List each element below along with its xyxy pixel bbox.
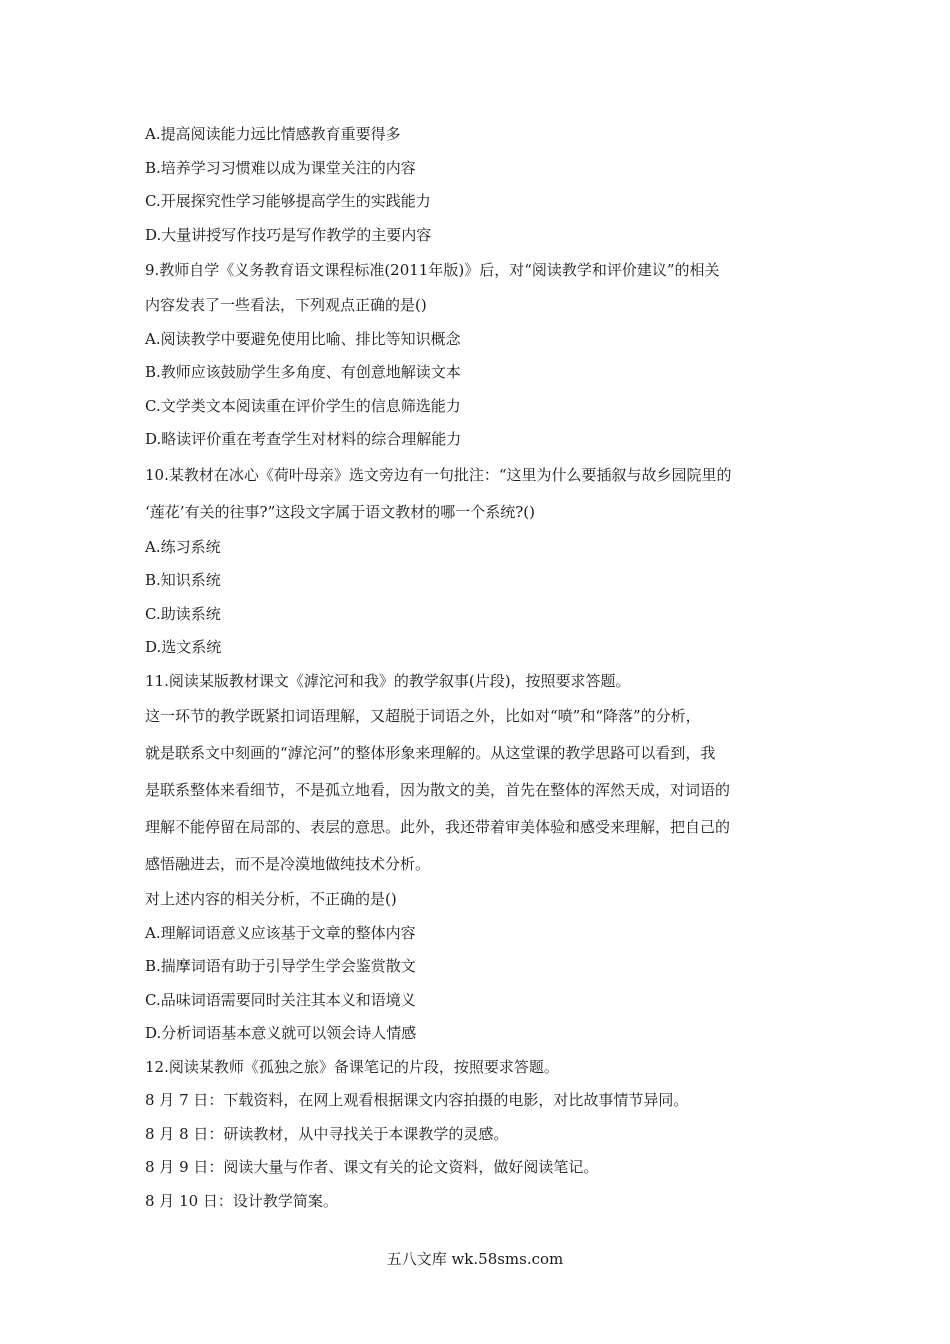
- q12-note: 8 月 10 日：设计教学简案。: [145, 1191, 338, 1210]
- q9-option-b: B.教师应该鼓励学生多角度、有创意地解读文本: [145, 363, 461, 381]
- q9-option-d: D.略读评价重在考查学生对材料的综合理解能力: [145, 430, 462, 448]
- q11-option-b: B.揣摩词语有助于引导学生学会鉴赏散文: [145, 957, 416, 975]
- option-b: B.培养学习习惯难以成为课堂关注的内容: [145, 158, 416, 177]
- q11-passage-line: 就是联系文中刻画的“滹沱河”的整体形象来理解的。从这堂课的教学思路可以看到，我: [145, 744, 716, 762]
- option-a: A.提高阅读能力远比情感教育重要得多: [145, 125, 401, 143]
- q12-stem: 12.阅读某教师《孤独之旅》备课笔记的片段，按照要求答题。: [145, 1057, 559, 1076]
- q9-stem-line1: 9.教师自学《义务教育语文课程标准(2011年版)》后，对“阅读教学和评价建议”的相关: [145, 261, 720, 279]
- q9-stem-line2: 内容发表了一些看法，下列观点正确的是(): [145, 296, 427, 314]
- q10-stem-line1: 10.某教材在冰心《荷叶母亲》选文旁边有一句批注：“这里为什么要插叙与故乡园院里的: [145, 465, 732, 484]
- q10-option-c: C.助读系统: [145, 604, 221, 623]
- q11-question: 对上述内容的相关分析，不正确的是(): [145, 890, 397, 908]
- q9-option-c: C.文学类文本阅读重在评价学生的信息筛选能力: [145, 396, 461, 415]
- q9-option-a: A.阅读教学中要避免使用比喻、排比等知识概念: [145, 329, 461, 348]
- q10-stem-line2: ‘莲花’有关的往事?”这段文字属于语文教材的哪一个系统?(): [145, 502, 535, 521]
- q11-passage-line: 感悟融进去，而不是冷漠地做纯技术分析。: [145, 855, 431, 873]
- q11-passage-line: 是联系整体来看细节，不是孤立地看，因为散文的美，首先在整体的浑然天成，对词语的: [145, 781, 731, 799]
- q11-passage-line: 理解不能停留在局部的、表层的意思。此外，我还带着审美体验和感受来理解，把自己的: [145, 818, 731, 836]
- q11-option-c: C.品味词语需要同时关注其本义和语境义: [145, 990, 416, 1009]
- document-page: [145, 118, 810, 1218]
- q10-option-b: B.知识系统: [145, 571, 221, 589]
- q12-note: 8 月 7 日：下载资料，在网上观看根据课文内容拍摄的电影，对比故事情节异同。: [145, 1091, 689, 1109]
- q12-note: 8 月 8 日：研读教材，从中寻找关于本课教学的灵感。: [145, 1124, 509, 1143]
- option-d: D.大量讲授写作技巧是写作教学的主要内容: [145, 225, 432, 244]
- q11-stem: 11.阅读某版教材课文《滹沱河和我》的教学叙事(片段)，按照要求答题。: [145, 671, 631, 690]
- q11-option-a: A.理解词语意义应该基于文章的整体内容: [145, 923, 416, 942]
- q10-option-d: D.选文系统: [145, 638, 222, 656]
- q12-note: 8 月 9 日：阅读大量与作者、课文有关的论文资料，做好阅读笔记。: [145, 1158, 599, 1176]
- q10-option-a: A.练习系统: [145, 537, 221, 556]
- footer-watermark: 五八文库 wk.58sms.com: [386, 1250, 564, 1268]
- q11-option-d: D.分析词语基本意义就可以领会诗人情感: [145, 1024, 417, 1042]
- option-c: C.开展探究性学习能够提高学生的实践能力: [145, 192, 431, 210]
- q11-passage-line: 这一环节的教学既紧扣词语理解，又超脱于词语之外，比如对“喷”和“降落”的分析，: [145, 707, 701, 725]
